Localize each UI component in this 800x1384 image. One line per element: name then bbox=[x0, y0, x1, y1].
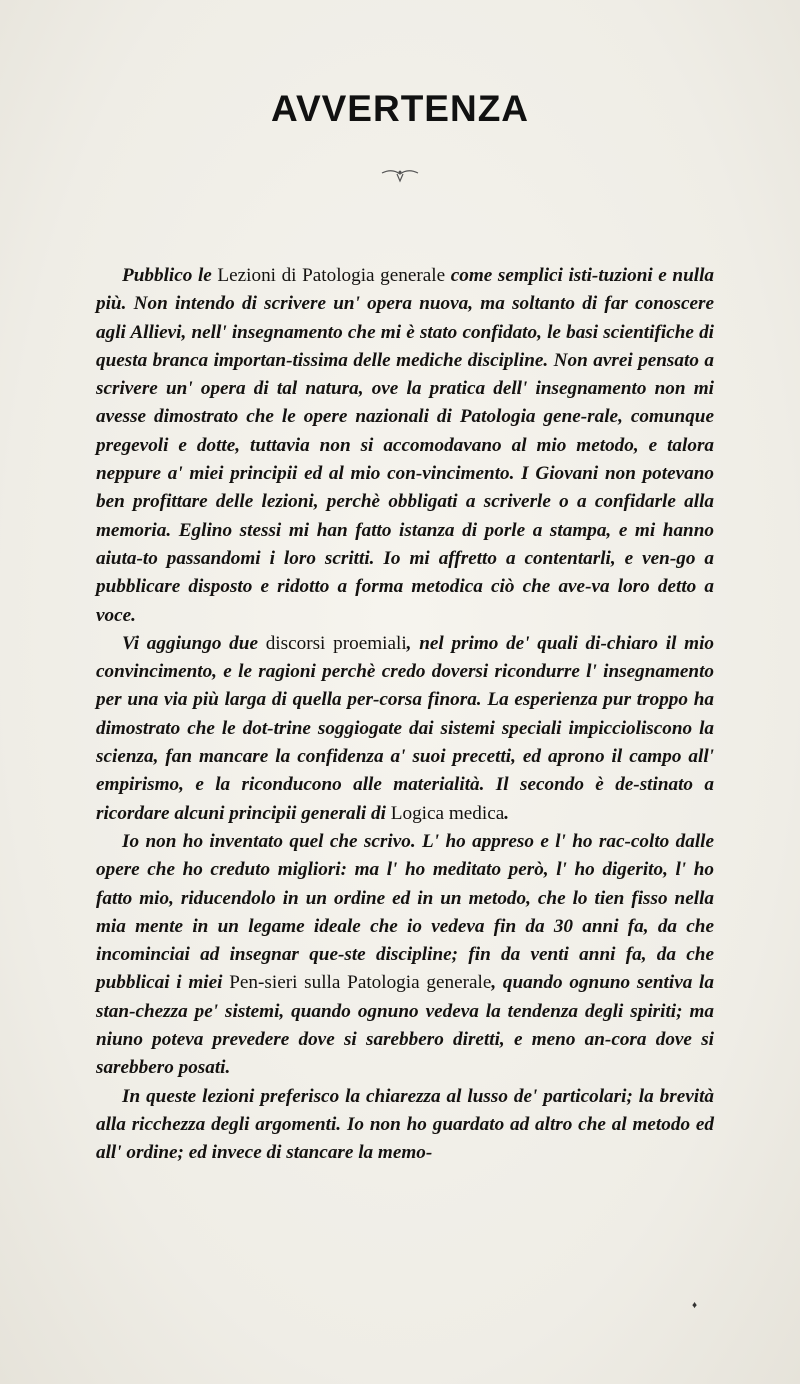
ornament-icon bbox=[380, 165, 420, 183]
text-run: come semplici isti-tuzioni e nulla più. Non intendo di scrivere un' opera nuova, ma soltanto di far conoscere agli Allievi, nell' insegnamento che mi è stato confidato, le basi scientifiche di questa branca importan-tissima delle mediche discipline. Non avrei pensato a scrivere un' opera di tal natura, ove la pratica dell' insegnamento non mi avesse dimostrato che le opere nazionali di Patologia gene-rale, comunque pregevoli e dotte, tuttavia non si accomodavano al mio metodo, e talora neppure a' miei principii ed al mio con-vincimento. I Giovani non potevano ben profittare delle lezioni, perchè obbligati a scriverle o a confidarle alla memoria. Eglino stessi mi han fatto istanza di porle a stampa, e mi hanno aiuta-to passandomi i loro scritti. Io mi affretto a contentarli, e ven-go a pubblicare disposto e ridotto a forma metodica ciò che ave-va loro detto a voce. bbox=[96, 265, 715, 626]
text-run: . bbox=[504, 802, 510, 824]
body-text bbox=[96, 262, 714, 1168]
page-heading: AVVERTENZA bbox=[270, 88, 530, 129]
text-run: , nel primo de' quali di-chiaro il mio convincimento, e le ragioni perchè credo doversi ricondurre l' insegnamento per una via più larga di quella per-corsa finora. La esperienza pur troppo ha dimostrato che le dot-trine soggiogate dai sistemi speciali impiccioliscono la scienza, fan mancare la confidenza a' suoi precetti, ed aprono il campo all' empirismo, e la riconducono alle materialità. Il secondo è de-stinato a ricordare alcuni principii generali di bbox=[96, 632, 714, 824]
upright-run: discorsi proemiali bbox=[265, 632, 407, 654]
text-run: In queste lezioni preferisco la chiarezza al lusso de' particolari; la brevità alla ricchezza degli argomenti. Io non ho guardato ad altro che al metodo ed all' ordine; ed invece di stancare la memo- bbox=[96, 1085, 714, 1164]
text-run: , quando ognuno sentiva la stan-chezza pe' sistemi, quando ognuno vedeva la tendenza degli spiriti; ma niuno poteva prevedere dove si sarebbero diretti, e meno an-cora dove si sarebbero posati. bbox=[96, 972, 714, 1079]
text-run: Io non ho inventato quel che scrivo. L' ho appreso e l' ho rac-colto dalle opere che ho creduto migliori: ma l' ho meditato però, l' ho digerito, l' ho fatto mio, riducendolo in un ordine ed in un metodo, che lo tien fisso nella mia mente in un legame ideale che io vedeva fin da 30 anni fa, da che incominciai ad insegnar que-ste discipline; fin da venti anni fa, da che pubblicai i miei bbox=[96, 830, 714, 994]
paragraph bbox=[96, 630, 714, 828]
upright-run: Logica medica bbox=[390, 802, 505, 824]
paragraph bbox=[96, 262, 714, 630]
paragraph bbox=[96, 1083, 714, 1168]
upright-run: Lezioni di Patologia generale bbox=[217, 265, 446, 286]
paragraph bbox=[96, 828, 714, 1083]
print-speck: ♦ bbox=[692, 1300, 698, 1311]
text-run: Vi aggiungo due bbox=[122, 632, 266, 654]
upright-run: Pen-sieri sulla Patologia generale bbox=[229, 972, 492, 994]
text-run: Pubblico le bbox=[122, 265, 218, 286]
